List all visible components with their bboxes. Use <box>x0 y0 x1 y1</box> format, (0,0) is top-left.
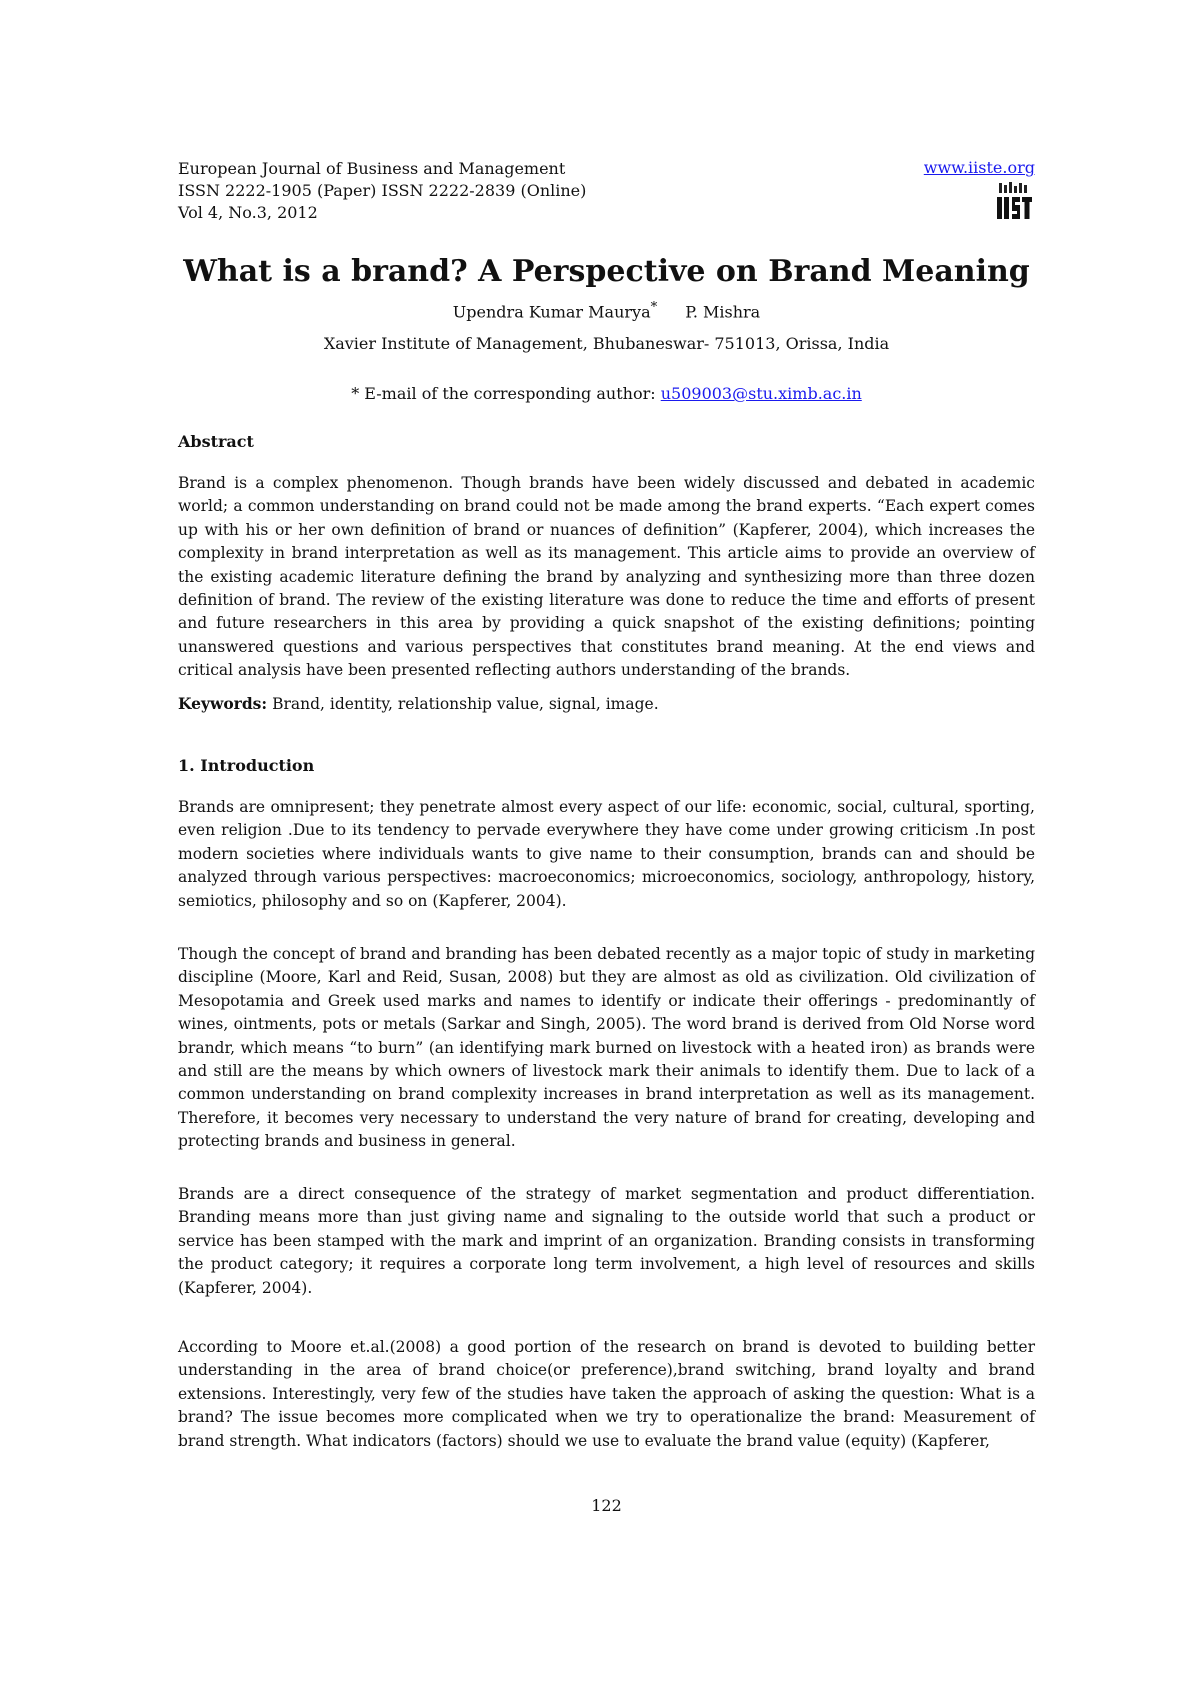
website-link[interactable]: www.iiste.org <box>923 158 1035 177</box>
correspondence-label: * E-mail of the corresponding author: <box>351 384 661 403</box>
page-number: 122 <box>591 1496 622 1515</box>
paper-title: What is a brand? A Perspective on Brand Meaning <box>183 254 1030 289</box>
keywords-line <box>178 694 659 713</box>
iiste-logo-icon <box>993 181 1035 221</box>
keywords-text: Brand, identity, relationship value, signal, image. <box>267 695 659 713</box>
abstract-heading: Abstract <box>178 432 254 451</box>
author-email-link[interactable]: u509003@stu.ximb.ac.in <box>660 384 862 403</box>
introduction-heading: 1. Introduction <box>178 756 315 775</box>
affiliation: Xavier Institute of Management, Bhubaneswar- 751013, Orissa, India <box>323 334 890 353</box>
authors-line <box>178 300 1035 321</box>
abstract-text: Brand is a complex phenomenon. Though brands have been widely discussed and debated in academic world; a common understanding on brand could not be made among the brand experts. “Each expert comes up with his or her own definition of brand or nuances of definition” (Kapferer, 2004), which increases the complexity in brand interpretation as well as its management. This article aims to provide an overview of the existing academic literature defining the brand by analyzing and synthesizing more than three dozen definition of brand. The review of the existing literature was done to reduce the time and efforts of present and future researchers in this area by providing a quick snapshot of the existing definitions; pointing unanswered questions and various perspectives that constitutes brand meaning. At the end views and critical analysis have been presented reflecting authors understanding of the brands. <box>178 474 1035 680</box>
journal-header-right <box>924 158 1035 225</box>
intro-paragraph: Brands are a direct consequence of the strategy of market segmentation and product differentiation. Branding means more than just giving name and signaling to the outside world that such a product or service has been stamped with the mark and imprint of an organization. Branding consists in transforming the product category; it requires a corporate long term involvement, a high level of resources and skills (Kapferer, 2004). <box>178 1185 1035 1297</box>
journal-name: European Journal of Business and Management <box>178 159 566 178</box>
journal-issn: ISSN 2222-1905 (Paper) ISSN 2222-2839 (Online) <box>178 181 587 200</box>
keywords-label: Keywords: <box>178 694 268 713</box>
intro-paragraph: Though the concept of brand and branding has been debated recently as a major topic of study in marketing discipline (Moore, Karl and Reid, Susan, 2008) but they are almost as old as civilization. Old civilization of Mesopotamia and Greek used marks and names to identify or indicate their offerings - predominantly of wines, ointments, pots or metals (Sarkar and Singh, 2005). The word brand is derived from Old Norse word brandr, which means “to burn” (an identifying mark burned on livestock with a heated iron) as brands were and still are the means by which owners of livestock mark their animals to identify them. Due to lack of a common understanding on brand complexity increases in brand interpretation as well as its management. Therefore, it becomes very necessary to understand the very nature of brand for creating, developing and protecting brands and business in general. <box>178 945 1035 1151</box>
author-2: P. Mishra <box>685 302 761 322</box>
intro-paragraph: According to Moore et.al.(2008) a good portion of the research on brand is devoted to building better understanding in the area of brand choice(or preference),brand switching, brand loyalty and brand extensions. Interestingly, very few of the studies have taken the approach of asking the question: What is a brand? The issue becomes more complicated when we try to operationalize the brand: Measurement of brand strength. What indicators (factors) should we use to evaluate the brand value (equity) (Kapferer, <box>178 1338 1035 1450</box>
intro-paragraph: Brands are omnipresent; they penetrate almost every aspect of our life: economic, social, cultural, sporting, even religion .Due to its tendency to pervade everywhere they have come under growing criticism .In post modern societies where individuals wants to give name to their consumption, brands can and should be analyzed through various perspectives: macroeconomics; microeconomics, sociology, anthropology, history, semiotics, philosophy and so on (Kapferer, 2004). <box>178 798 1035 910</box>
author-1: Upendra Kumar Maurya <box>452 302 651 322</box>
corresponding-mark: * <box>650 300 658 315</box>
paper-page <box>178 0 1035 1698</box>
journal-volume: Vol 4, No.3, 2012 <box>178 203 318 222</box>
correspondence-line <box>178 384 1035 403</box>
journal-header <box>178 158 586 224</box>
